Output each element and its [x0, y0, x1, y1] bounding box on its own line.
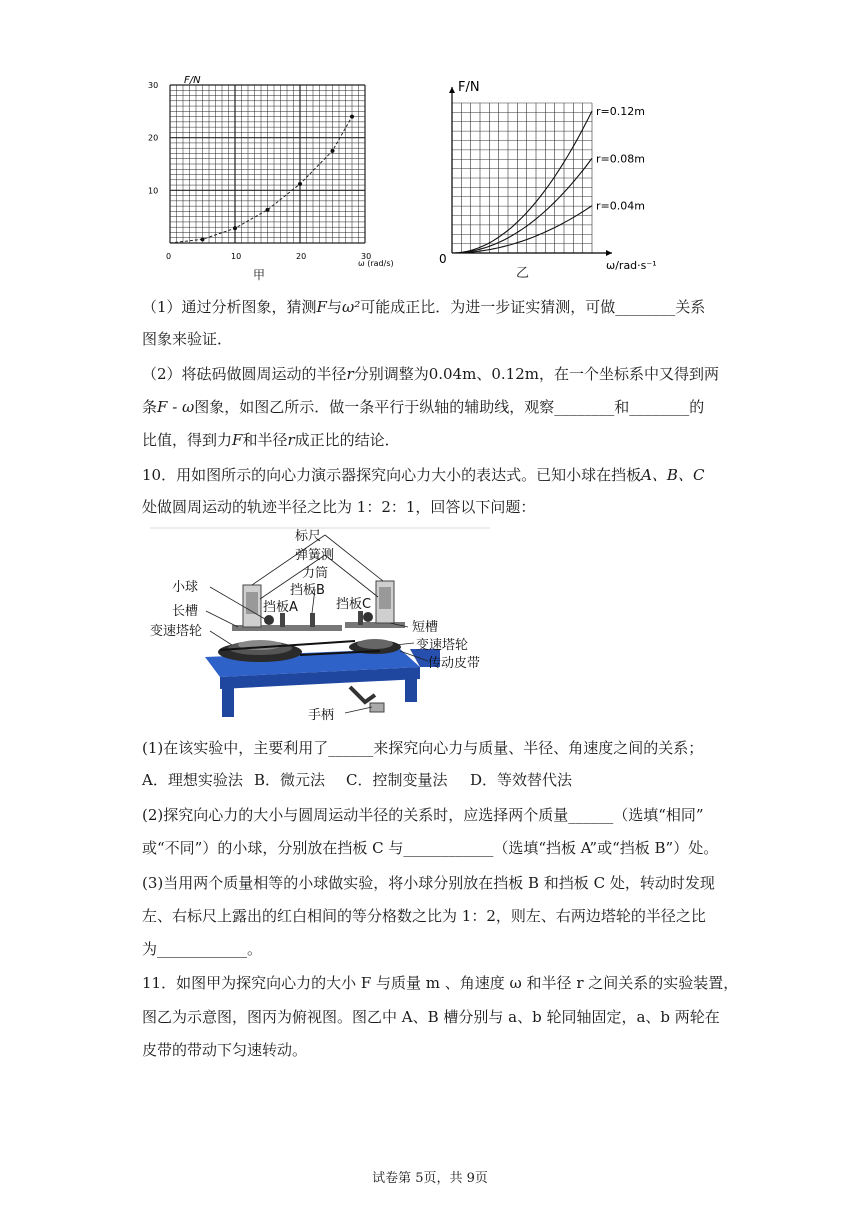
label-long-groove: 长槽 — [172, 604, 199, 619]
jia-data-point — [350, 115, 354, 119]
q10-option-b: B．微元法 — [254, 771, 326, 789]
jia-data-point — [201, 237, 205, 241]
figure-yi-chart — [430, 75, 690, 275]
jia-points — [170, 115, 354, 243]
crank-handle — [350, 687, 375, 702]
q9-text: （1）通过分析图象，猜测 — [142, 298, 317, 316]
jia-x-tick-label: 20 — [296, 252, 307, 261]
q9-text: （2）将砝码做圆周运动的半径 — [142, 365, 347, 383]
jia-data-point — [233, 226, 237, 230]
q9-part2-line2 — [142, 397, 722, 418]
q9-text: 可能成正比．为进一步证实猜测，可做________关系 — [360, 298, 706, 316]
ball-right — [363, 612, 373, 622]
jia-x-tick-label: 10 — [231, 252, 242, 261]
label-baffle-a: 挡板A — [263, 600, 298, 615]
q9-text: 分别调整为0.04m、0.12m，在一个坐标系中又得到两 — [353, 365, 719, 383]
jia-y-tick-label: 30 — [148, 81, 159, 90]
yi-curves — [452, 105, 645, 253]
label-handle: 手柄 — [308, 708, 335, 723]
yi-curve — [452, 111, 592, 253]
q10-stem-line1 — [142, 465, 722, 486]
q10-stem-line2: 处做圆周运动的轨迹半径之比为 1：2：1，回答以下问题： — [142, 498, 536, 516]
yi-series-label: r=0.08m — [596, 152, 645, 166]
q9-text: 比值，得到力 — [142, 431, 233, 449]
label-ruler: 标尺 — [295, 529, 322, 544]
yi-x-axis-arrow — [606, 250, 612, 256]
label-belt: 传动皮带 — [428, 656, 481, 671]
q9-text: 成正比的结论． — [294, 431, 400, 449]
jia-y-axis-label: F/N — [184, 75, 201, 86]
label-short-groove: 短槽 — [412, 620, 439, 635]
q10-sub1: (1)在该实验中，主要利用了______来探究向心力与质量、半径、角速度之间的关系； — [142, 739, 704, 757]
q10-sub3-line3: 为____________。 — [142, 940, 263, 958]
baffle-c — [358, 611, 363, 625]
yi-x-axis-label: ω/rad·s⁻¹ — [606, 259, 657, 272]
q10-sub3-line1: (3)当用两个质量相等的小球做实验，将小球分别放在挡板 B 和挡板 C 处，转动时发现 — [142, 874, 715, 892]
q9-text: 图象，如图乙所示．做一条平行于纵轴的辅助线，观察________和________的 — [194, 398, 705, 416]
q11-line2: 图乙为示意图，图丙为俯视图。图乙中 A、B 槽分别与 a、b 轮同轴固定，a、b 两轮在 — [142, 1008, 720, 1026]
q10-sub2-line1: (2)探究向心力的大小与圆周运动半径的关系时，应选择两个质量______（选填“相同” — [142, 806, 704, 824]
q9-text: 条 — [142, 398, 158, 416]
jia-x-tick-label: 30 — [361, 252, 372, 261]
jia-x-axis-label: ω (rad/s) — [358, 259, 394, 268]
yi-grid — [449, 87, 612, 256]
q10-var: A、B、C — [641, 466, 705, 484]
label-ball: 小球 — [172, 580, 199, 595]
label-baffle-b: 挡板B — [290, 583, 325, 598]
q9-part1-line2: 图象来验证． — [142, 330, 233, 348]
q10-options — [142, 770, 722, 791]
centripetal-force-apparatus-figure — [150, 527, 495, 727]
yi-series-label: r=0.12m — [596, 105, 645, 118]
yi-series-label: r=0.04m — [596, 199, 645, 213]
short-groove — [345, 622, 405, 628]
label-tower-wheel-left: 变速塔轮 — [150, 624, 203, 639]
q10-option-a: A．理想实验法 — [142, 771, 243, 789]
q10-text: 10．用如图所示的向心力演示器探究向心力大小的表达式。已知小球在挡板 — [142, 466, 642, 484]
label-force-tube: 力筒 — [302, 566, 329, 581]
figure-yi-caption: 乙 — [516, 266, 530, 281]
yi-curve — [452, 158, 592, 253]
jia-grid — [148, 81, 371, 261]
q9-var: ω² — [341, 298, 361, 316]
q10-option-c: C．控制变量法 — [346, 771, 448, 789]
q11-line1: 11．如图甲为探究向心力的大小 F 与质量 m 、角速度 ω 和半径 r 之间关系的实验装置， — [142, 974, 739, 992]
q10-sub2-line2: 或“不同”）的小球，分别放在挡板 C 与____________（选填“挡板 A”或“挡板 B”）处。 — [142, 839, 719, 857]
figure-jia-caption: 甲 — [253, 268, 266, 282]
ball-left — [264, 615, 274, 625]
jia-x-tick-label: 0 — [166, 252, 172, 261]
page-footer: 试卷第 5页，共 9页 — [372, 1171, 488, 1186]
jia-y-tick-label: 10 — [148, 186, 159, 196]
label-tower-wheel-right: 变速塔轮 — [416, 638, 469, 653]
yi-y-axis-label: F/N — [458, 80, 480, 95]
q9-var: F — [316, 298, 327, 316]
q9-part2-line1 — [142, 364, 722, 385]
yi-origin-label: 0 — [439, 252, 447, 266]
q9-var: r — [287, 431, 295, 449]
q9-var: r — [346, 365, 354, 383]
q9-var: F — [232, 431, 243, 449]
baffle-b — [310, 613, 315, 627]
label-spring: 弹簧测 — [295, 548, 335, 563]
jia-data-point — [266, 208, 270, 212]
q9-text: 与 — [326, 298, 342, 316]
yi-y-axis-arrow — [449, 87, 455, 93]
figure-jia-chart — [140, 70, 394, 285]
jia-y-tick-label: 20 — [148, 133, 159, 143]
q10-sub3-line2: 左、右标尺上露出的红白相间的等分格数之比为 1：2，则左、右两边塔轮的半径之比 — [142, 907, 706, 925]
q9-part1-line1 — [142, 297, 722, 318]
q9-part2-line3 — [142, 430, 722, 451]
q9-var: F - ω — [157, 398, 195, 416]
jia-data-point — [298, 182, 302, 186]
jia-data-point — [331, 149, 335, 153]
baffle-a — [280, 613, 285, 627]
label-baffle-c: 挡板C — [336, 597, 372, 612]
q9-text: 和半径 — [242, 431, 288, 449]
q11-line3: 皮带的带动下匀速转动。 — [142, 1041, 308, 1059]
q10-option-d: D．等效替代法 — [470, 771, 573, 789]
